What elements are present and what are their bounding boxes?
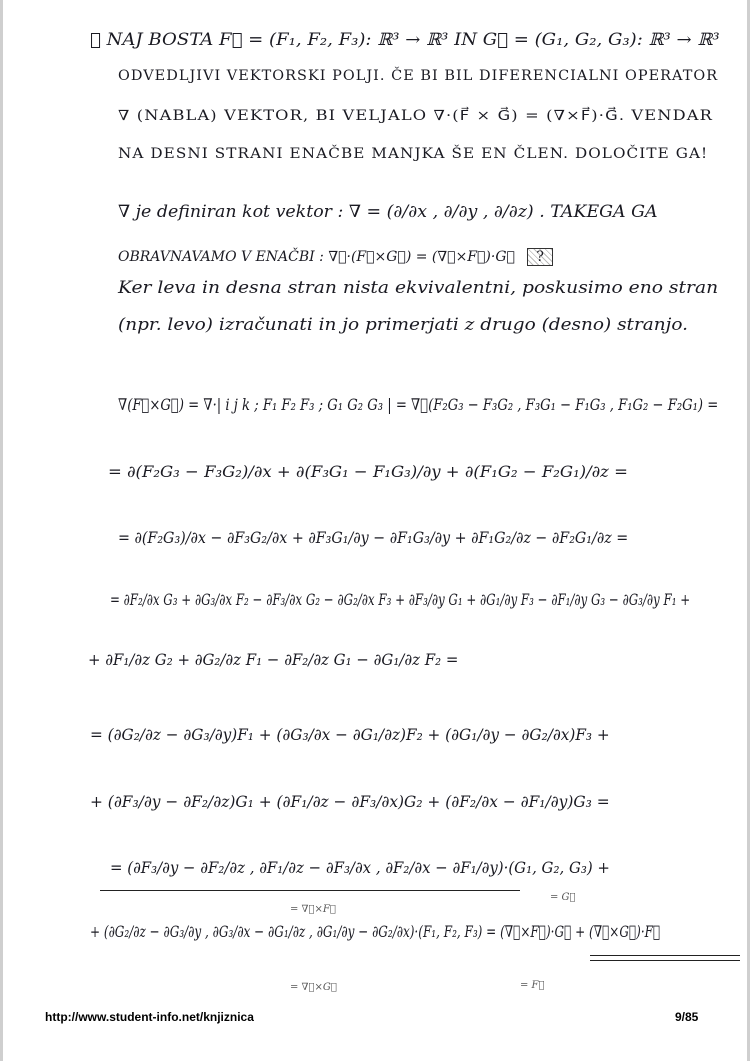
task-line-1: ⑦ NAJ BOSTA F⃗ = (F₁, F₂, F₃): ℝ³ → ℝ³ IN G⃗ = (G₁, G₂, G₃): ℝ³ → ℝ³ <box>90 30 720 50</box>
intro-line-3: Ker leva in desna stran nista ekvivalentni, poskusimo eno stran <box>118 278 719 298</box>
derivation-step-6: = (∂G₂/∂z − ∂G₃/∂y)F₁ + (∂G₃/∂x − ∂G₁/∂z)F₂ + (∂G₁/∂y − ∂G₂/∂x)F₃ + <box>90 725 610 744</box>
page-number: 9/85 <box>675 1010 699 1024</box>
intro-line-2: OBRAVNAVAMO V ENAČBI : ∇⃗·(F⃗×G⃗) = (∇⃗×F⃗)·G⃗ <box>118 249 515 265</box>
derivation-step-1: ∇(F⃗×G⃗) = ∇·| i j k ; F₁ F₂ F₃ ; G₁ G₂ G₃ | = ∇⃗(F₂G₃ − F₃G₂ , F₃G₁ − F₁G₃ , F₁G₂ − F₂G₁) = <box>118 395 719 414</box>
note-curl-f: = ∇⃗×F⃗ <box>290 904 336 915</box>
scan-edge-left <box>0 0 3 1061</box>
result-underline-2 <box>590 960 740 961</box>
task-line-2: ODVEDLJIVI VEKTORSKI POLJI. ČE BI BIL DIFERENCIALNI OPERATOR <box>118 68 719 84</box>
derivation-step-3: = ∂(F₂G₃)/∂x − ∂F₃G₂/∂x + ∂F₃G₁/∂y − ∂F₁G₃/∂y + ∂F₁G₂/∂z − ∂F₂G₁/∂z = <box>118 528 629 547</box>
hatched-box: ? <box>527 248 553 266</box>
underbrace-line <box>100 890 520 891</box>
note-curl-g: = ∇⃗×G⃗ <box>290 982 337 993</box>
intro-line-2-wrap <box>118 248 553 266</box>
task-line-4: NA DESNI STRANI ENAČBE MANJKA ŠE EN ČLEN. DOLOČITE GA! <box>118 146 709 162</box>
result-underline-1 <box>590 955 740 956</box>
derivation-step-8: = (∂F₃/∂y − ∂F₂/∂z , ∂F₁/∂z − ∂F₃/∂x , ∂F₂/∂x − ∂F₁/∂y)·(G₁, G₂, G₃) + <box>110 858 610 877</box>
task-line-3: ∇ (NABLA) VEKTOR, BI VELJALO ∇·(F⃗ × G⃗) = (∇×F⃗)·G⃗. VENDAR <box>118 108 713 124</box>
intro-line-4: (npr. levo) izračunati in jo primerjati z drugo (desno) stranjo. <box>118 315 689 335</box>
note-equals-f: = F⃗ <box>520 980 545 991</box>
derivation-step-7: + (∂F₃/∂y − ∂F₂/∂z)G₁ + (∂F₁/∂z − ∂F₃/∂x)G₂ + (∂F₂/∂x − ∂F₁/∂y)G₃ = <box>90 792 610 811</box>
derivation-step-2: = ∂(F₂G₃ − F₃G₂)/∂x + ∂(F₃G₁ − F₁G₃)/∂y + ∂(F₁G₂ − F₂G₁)/∂z = <box>108 462 628 481</box>
note-equals-g: = G⃗ <box>550 892 576 903</box>
derivation-step-5: + ∂F₁/∂z G₂ + ∂G₂/∂z F₁ − ∂F₂/∂z G₁ − ∂G₁/∂z F₂ = <box>88 650 459 669</box>
footer-url[interactable]: http://www.student-info.net/knjiznica <box>45 1010 254 1024</box>
derivation-step-4: = ∂F₂/∂x G₃ + ∂G₃/∂x F₂ − ∂F₃/∂x G₂ − ∂G₂/∂x F₃ + ∂F₃/∂y G₁ + ∂G₁/∂y F₃ − ∂F₁/∂y G₃ − ∂G₃/∂y F₁ + <box>110 590 691 609</box>
intro-line-1: ∇ je definiran kot vektor : ∇ = (∂/∂x , ∂/∂y , ∂/∂z) . TAKEGA GA <box>118 202 658 222</box>
derivation-step-9: + (∂G₂/∂z − ∂G₃/∂y , ∂G₃/∂x − ∂G₁/∂z , ∂G₁/∂y − ∂G₂/∂x)·(F₁, F₂, F₃) = (∇⃗×F⃗)·G⃗ + (∇⃗×G⃗)·F⃗ <box>90 922 661 941</box>
